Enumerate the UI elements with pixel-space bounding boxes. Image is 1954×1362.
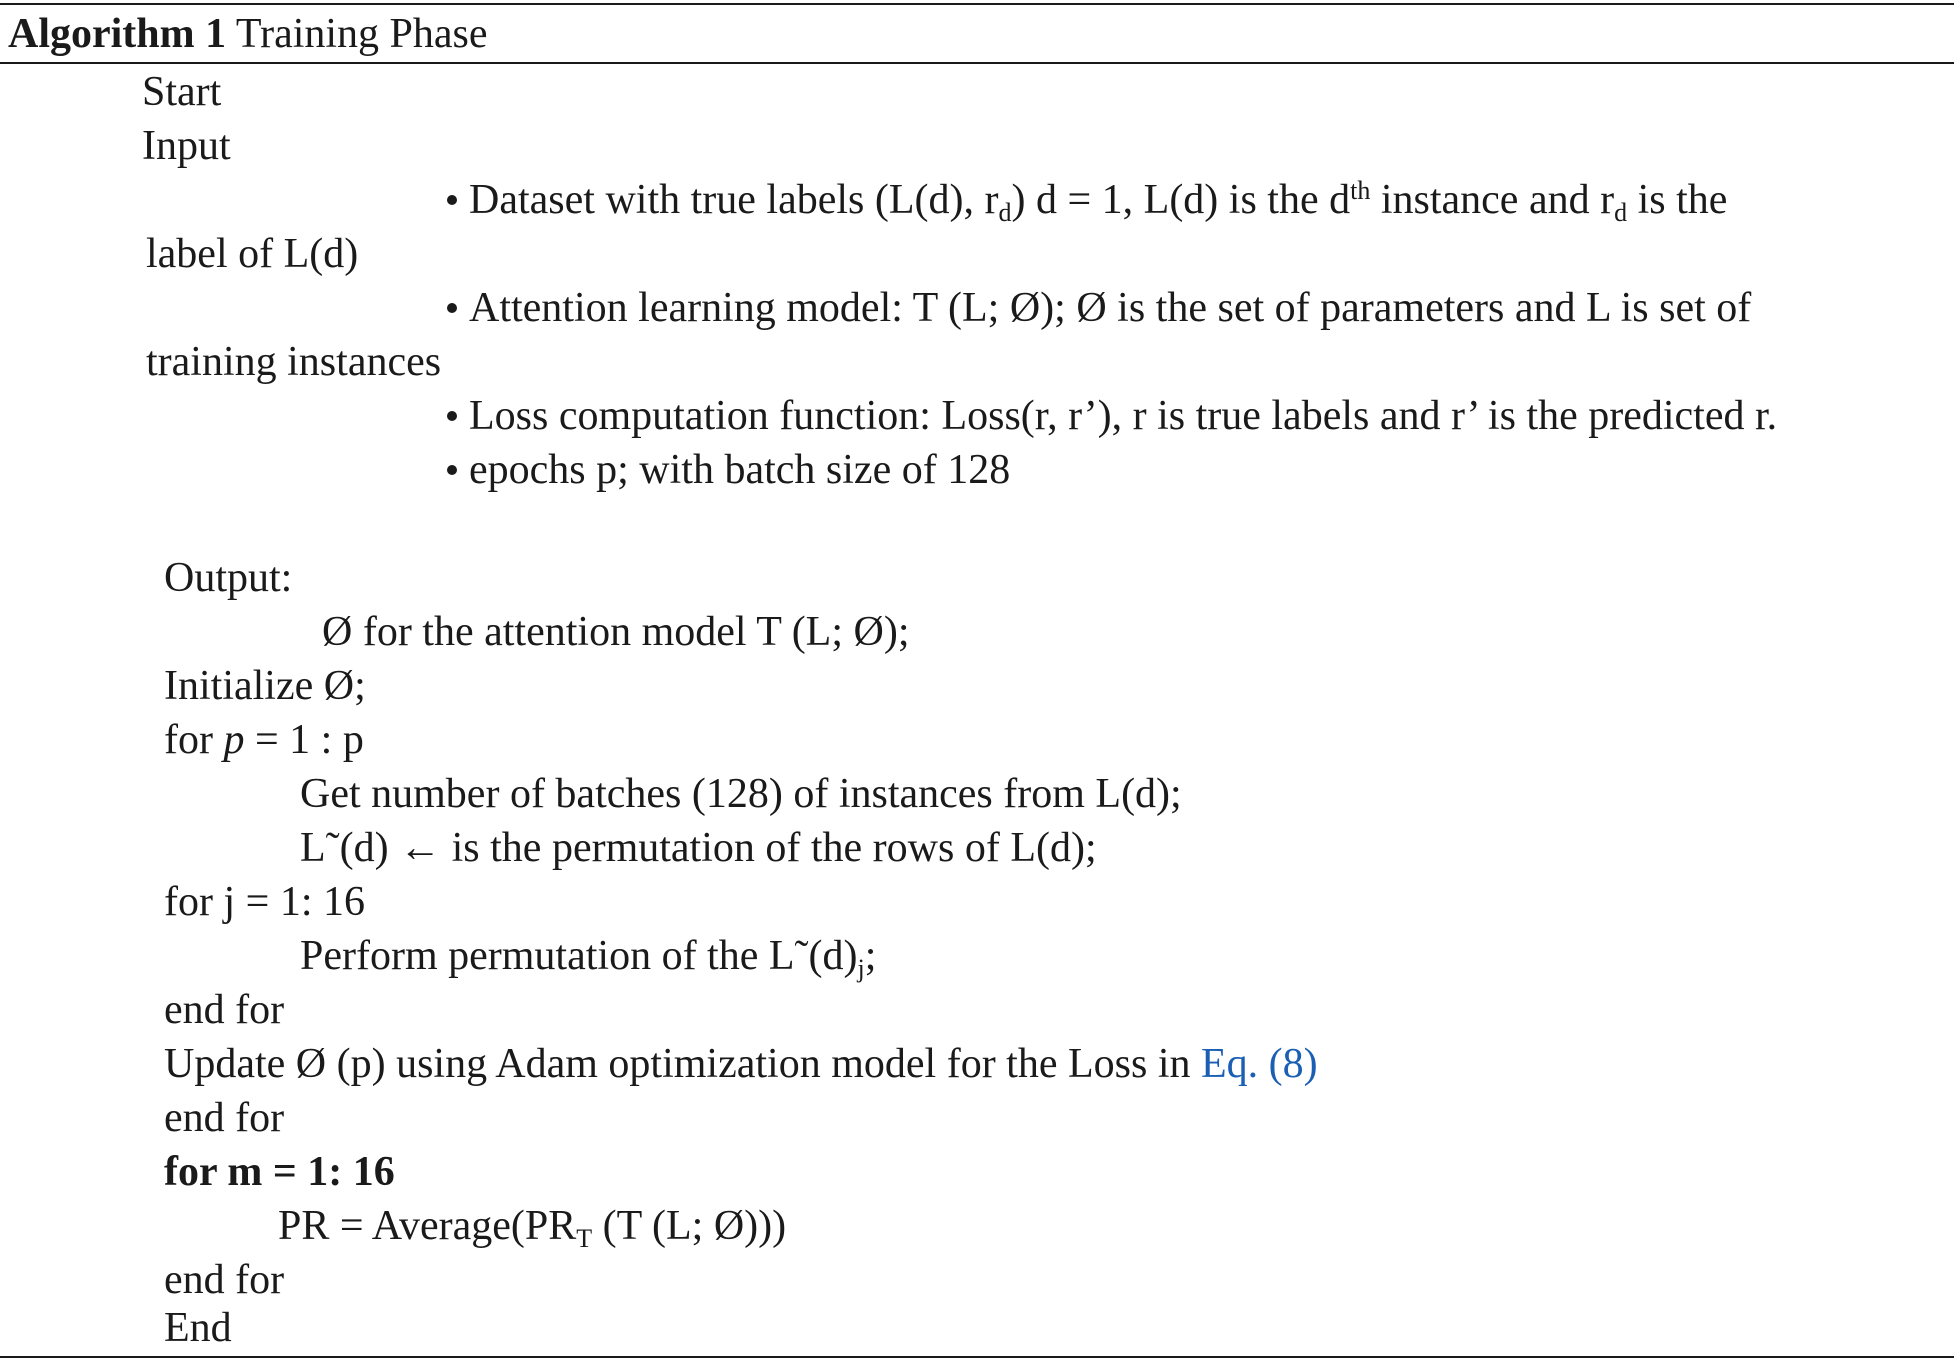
line-for-m: for m = 1: 16 <box>164 1149 395 1195</box>
line-for-j: for j = 1: 16 <box>164 879 365 925</box>
algorithm-header <box>8 8 488 60</box>
line-for-p: for p = 1 : p <box>164 717 364 763</box>
bullet-icon <box>447 303 457 313</box>
bullet-epochs: epochs p; with batch size of 128 <box>447 444 1010 496</box>
line-end-for-3: end for <box>164 1257 285 1303</box>
line-output-desc: Ø for the attention model T (L; Ø); <box>322 609 910 655</box>
line-start: Start <box>142 69 222 115</box>
line-end: End <box>164 1305 232 1351</box>
bullet-icon <box>447 411 457 421</box>
bottom-rule <box>0 1356 1954 1358</box>
line-permute: L˜(d) ← is the permutation of the rows of L(d); <box>300 825 1097 871</box>
header-rule <box>0 62 1954 64</box>
bullet-loss: Loss computation function: Loss(r, r’), r is true labels and r’ is the predicted r. <box>447 390 1777 442</box>
line-input: Input <box>142 123 231 169</box>
line-end-for-2: end for <box>164 1095 285 1141</box>
line-output: Output: <box>164 555 293 601</box>
bullet-model-continuation: training instances <box>146 339 442 385</box>
line-pr: PR = Average(PRT (T (L; Ø))) <box>278 1203 787 1253</box>
line-update: Update Ø (p) using Adam optimization model for the Loss in Eq. (8) <box>164 1041 1318 1087</box>
bullet-dataset: Dataset with true labels (L(d), rd) d = 1, L(d) is the $d^{th}$ instance and rd is the <box>447 174 1727 226</box>
algorithm-title: Training Phase <box>235 11 488 57</box>
line-initialize: Initialize Ø; <box>164 663 366 709</box>
algorithm-label: Algorithm 1 <box>8 11 227 57</box>
bullet-icon <box>447 465 457 475</box>
top-rule <box>0 3 1954 5</box>
bullet-model: Attention learning model: T (L; Ø); Ø is the set of parameters and L is set of <box>447 282 1751 334</box>
bullet-icon <box>447 195 457 205</box>
bullet-dataset-continuation: label of L(d) <box>146 231 359 277</box>
line-get-batches: Get number of batches (128) of instances from L(d); <box>300 771 1182 817</box>
line-perform: Perform permutation of the L˜(d)j; <box>300 933 877 983</box>
line-end-for-1: end for <box>164 987 285 1033</box>
equation-link[interactable]: Eq. (8) <box>1201 1041 1318 1087</box>
